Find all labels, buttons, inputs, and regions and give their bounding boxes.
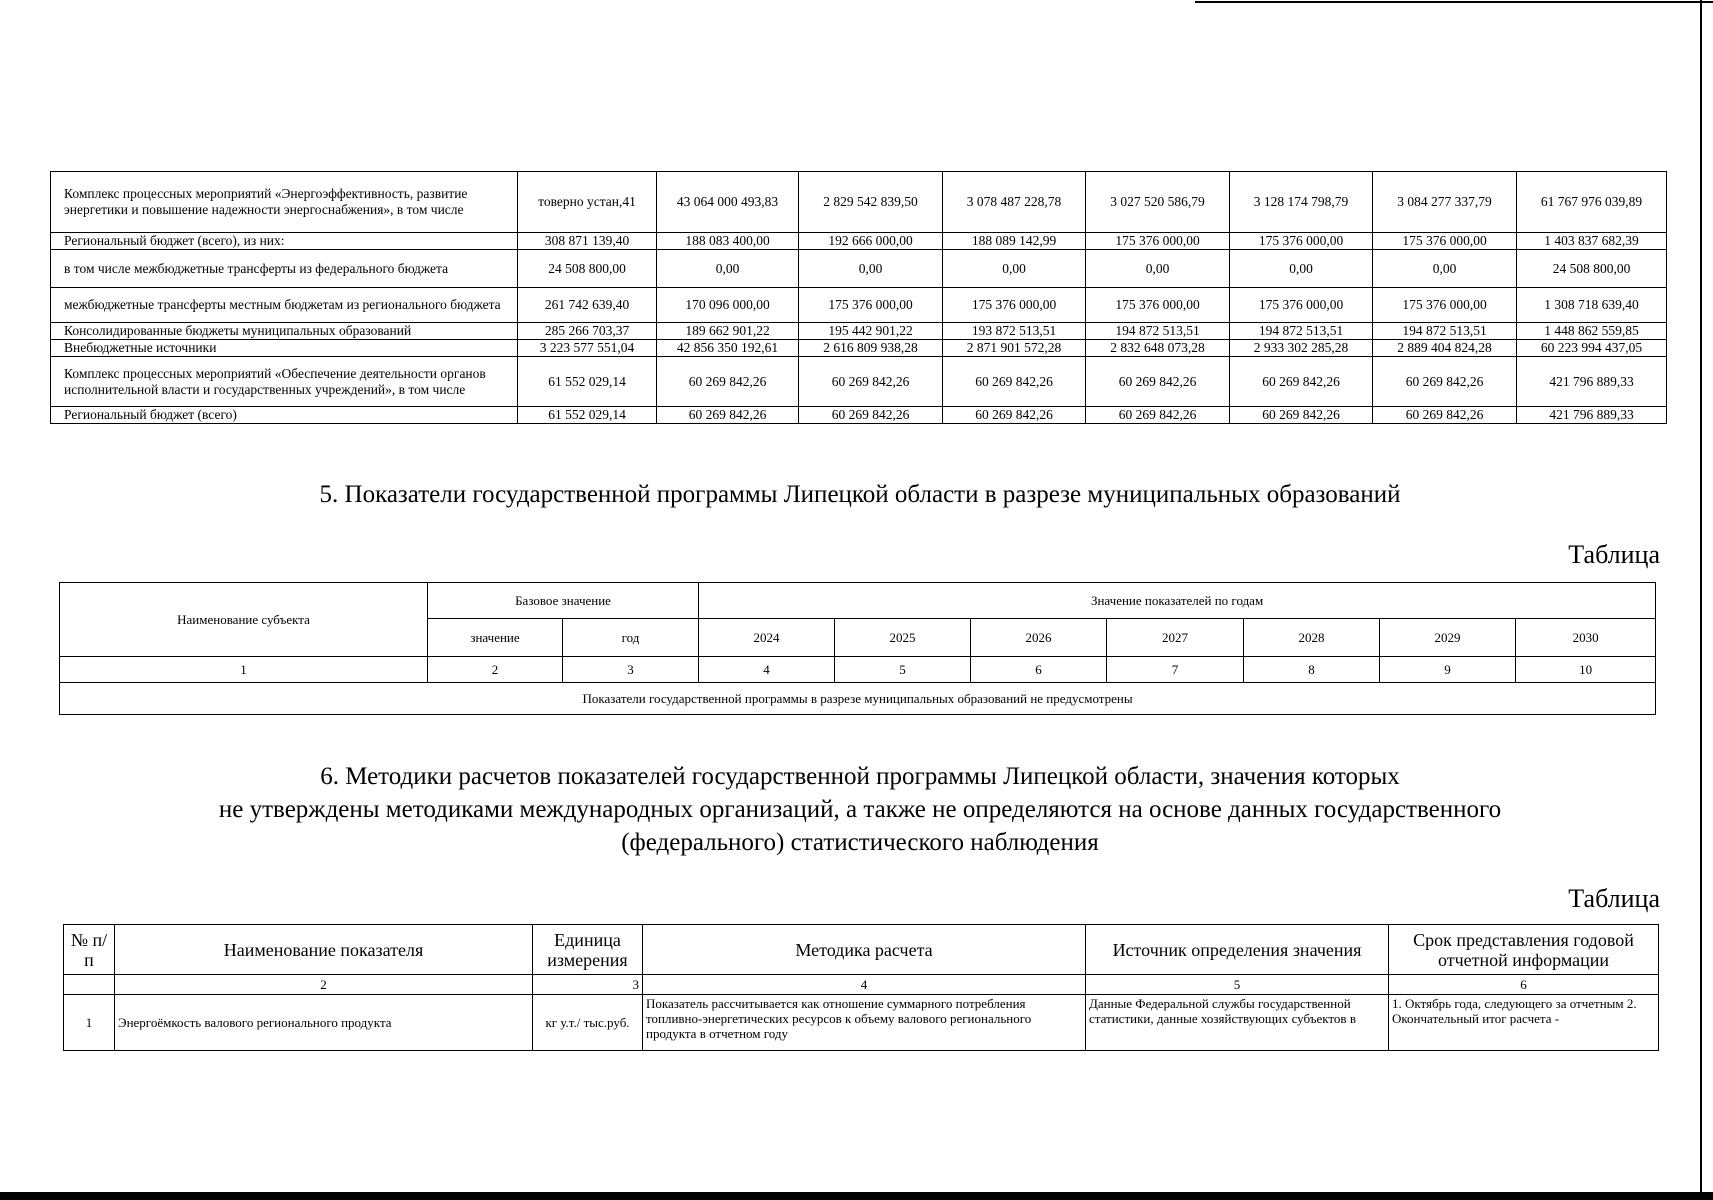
column-number: 5: [1086, 975, 1389, 995]
budget-value: 60 269 842,26: [1373, 357, 1517, 407]
number-header: № п/п: [64, 925, 115, 975]
budget-value: 60 269 842,26: [657, 407, 799, 424]
budget-value: 188 083 400,00: [657, 233, 799, 250]
section6-table-label: Таблица: [1568, 884, 1660, 913]
column-number: 2: [115, 975, 533, 995]
column-number: 3: [533, 975, 643, 995]
column-number: 4: [643, 975, 1086, 995]
budget-value: 60 269 842,26: [799, 357, 943, 407]
budget-value: 61 552 029,14: [518, 357, 657, 407]
scan-edge-right: [1700, 0, 1702, 1200]
budget-value: 175 376 000,00: [1230, 233, 1373, 250]
budget-value: 1 308 718 639,40: [1517, 288, 1667, 323]
column-number: 3: [563, 657, 699, 683]
column-number: 6: [971, 657, 1107, 683]
source-header: Источник определения значения: [1086, 925, 1389, 975]
budget-value: 2 616 809 938,28: [799, 340, 943, 357]
budget-value: 175 376 000,00: [1373, 288, 1517, 323]
budget-value: 3 078 487 228,78: [943, 172, 1086, 233]
subject-header: Наименование субъекта: [60, 583, 428, 657]
indicator-name: Энергоёмкость валового регионального продукта: [115, 995, 533, 1051]
section6-title-line3: (федерального) статистического наблюдения: [621, 829, 1099, 856]
column-number: 7: [1107, 657, 1244, 683]
budget-row-name: межбюджетные трансферты местным бюджетам из регионального бюджета: [51, 288, 518, 323]
budget-value: 2 832 648 073,28: [1086, 340, 1230, 357]
no-indicators-note: Показатели государственной программы в разрезе муниципальных образований не предусмотрены: [60, 683, 1656, 715]
budget-value: 60 269 842,26: [1373, 407, 1517, 424]
deadline-header: Срок представления годовой отчетной информации: [1389, 925, 1659, 975]
budget-value: 175 376 000,00: [799, 288, 943, 323]
budget-value: 193 872 513,51: [943, 323, 1086, 340]
budget-value: 194 872 513,51: [1230, 323, 1373, 340]
budget-value: 308 871 139,40: [518, 233, 657, 250]
budget-value: 1 403 837 682,39: [1517, 233, 1667, 250]
scan-edge-top: [1195, 1, 1713, 3]
budget-row-name: Комплекс процессных мероприятий «Энергоэффективность, развитие энергетики и повышение надежности энергоснабжения», в том числе: [51, 172, 518, 233]
budget-value: 0,00: [1373, 250, 1517, 288]
budget-value: 2 933 302 285,28: [1230, 340, 1373, 357]
budget-row-name: Региональный бюджет (всего), из них:: [51, 233, 518, 250]
budget-value: 421 796 889,33: [1517, 407, 1667, 424]
budget-value: 1 448 862 559,85: [1517, 323, 1667, 340]
budget-value: 60 269 842,26: [943, 407, 1086, 424]
budget-row: [51, 172, 1667, 233]
budget-value: 0,00: [1230, 250, 1373, 288]
budget-value: 61 767 976 039,89: [1517, 172, 1667, 233]
section6-title-line2: не утверждены методиками международных организаций, а также не определяются на основе данных государственного: [218, 796, 1502, 823]
budget-row: [51, 233, 1667, 250]
budget-value: 175 376 000,00: [1086, 288, 1230, 323]
budget-value: 192 666 000,00: [799, 233, 943, 250]
budget-value: 60 223 994 437,05: [1517, 340, 1667, 357]
budget-value: 43 064 000 493,83: [657, 172, 799, 233]
row-number: 1: [64, 995, 115, 1051]
budget-value: 194 872 513,51: [1086, 323, 1230, 340]
budget-value: 3 223 577 551,04: [518, 340, 657, 357]
municipal-indicators-table: [59, 582, 1656, 715]
section6-title-line1: 6. Методики расчетов показателей государственной программы Липецкой области, значения которых: [320, 763, 1400, 790]
budget-value: 175 376 000,00: [1373, 233, 1517, 250]
indicator-name-header: Наименование показателя: [115, 925, 533, 975]
section5-table-label: Таблица: [1568, 540, 1660, 569]
year-2026-header: 2026: [971, 619, 1107, 657]
budget-value: 0,00: [657, 250, 799, 288]
section6-title: [60, 760, 1660, 859]
budget-row: [51, 357, 1667, 407]
budget-value: 60 269 842,26: [1230, 357, 1373, 407]
indicator-deadline: 1. Октябрь года, следующего за отчетным 2. Окончательный итог расчета -: [1389, 995, 1659, 1051]
budget-value: 60 269 842,26: [1086, 407, 1230, 424]
budget-value: 3 128 174 798,79: [1230, 172, 1373, 233]
budget-value: 61 552 029,14: [518, 407, 657, 424]
budget-value: 24 508 800,00: [1517, 250, 1667, 288]
budget-row-name: Консолидированные бюджеты муниципальных образований: [51, 323, 518, 340]
column-number: 2: [428, 657, 563, 683]
column-number: 9: [1380, 657, 1516, 683]
budget-row-name: Комплекс процессных мероприятий «Обеспечение деятельности органов исполнительной власти и государственных учреждений», в том числе: [51, 357, 518, 407]
budget-value: 195 442 901,22: [799, 323, 943, 340]
budget-value: 421 796 889,33: [1517, 357, 1667, 407]
column-number: 10: [1516, 657, 1656, 683]
column-number: 5: [835, 657, 971, 683]
year-2028-header: 2028: [1244, 619, 1380, 657]
column-number: 4: [699, 657, 835, 683]
budget-value: 285 266 703,37: [518, 323, 657, 340]
section5-title: 5. Показатели государственной программы Липецкой области в разрезе муниципальных образований: [319, 481, 1401, 508]
budget-value: 189 662 901,22: [657, 323, 799, 340]
budget-value: 60 269 842,26: [1086, 357, 1230, 407]
method-header: Методика расчета: [643, 925, 1086, 975]
year-header: год: [563, 619, 699, 657]
column-number: 1: [60, 657, 428, 683]
budget-row: [51, 323, 1667, 340]
column-number: 8: [1244, 657, 1380, 683]
scan-edge-bottom: [0, 1192, 1713, 1200]
budget-table-body: [51, 172, 1667, 424]
budget-value: 0,00: [1086, 250, 1230, 288]
methodology-table: [63, 924, 1659, 1051]
budget-row: [51, 407, 1667, 424]
year-2030-header: 2030: [1516, 619, 1656, 657]
year-2029-header: 2029: [1380, 619, 1516, 657]
budget-value: товерно устан,41: [518, 172, 657, 233]
budget-value: 175 376 000,00: [1086, 233, 1230, 250]
budget-value: 0,00: [943, 250, 1086, 288]
budget-row-name: в том числе межбюджетные трансферты из федерального бюджета: [51, 250, 518, 288]
column-number-blank: [64, 975, 115, 995]
budget-value: 0,00: [799, 250, 943, 288]
budget-value: 2 871 901 572,28: [943, 340, 1086, 357]
year-2027-header: 2027: [1107, 619, 1244, 657]
budget-value: 60 269 842,26: [943, 357, 1086, 407]
budget-row-name: Региональный бюджет (всего): [51, 407, 518, 424]
budget-row: [51, 250, 1667, 288]
base-value-header: Базовое значение: [428, 583, 699, 619]
budget-value: 194 872 513,51: [1373, 323, 1517, 340]
indicator-unit: кг у.т./ тыс.руб.: [533, 995, 643, 1051]
budget-row: [51, 288, 1667, 323]
budget-value: 170 096 000,00: [657, 288, 799, 323]
budget-value: 42 856 350 192,61: [657, 340, 799, 357]
indicator-method: Показатель рассчитывается как отношение суммарного потребления топливно-энергетических ресурсов к объему валового регионального продукта в отчетном году: [643, 995, 1086, 1051]
budget-value: 2 829 542 839,50: [799, 172, 943, 233]
budget-value: 60 269 842,26: [799, 407, 943, 424]
year-2025-header: 2025: [835, 619, 971, 657]
unit-header: Единица измерения: [533, 925, 643, 975]
budget-value: 60 269 842,26: [657, 357, 799, 407]
budget-value: 2 889 404 824,28: [1373, 340, 1517, 357]
budget-row: [51, 340, 1667, 357]
budget-value: 60 269 842,26: [1230, 407, 1373, 424]
budget-value: 188 089 142,99: [943, 233, 1086, 250]
budget-row-name: Внебюджетные источники: [51, 340, 518, 357]
year-2024-header: 2024: [699, 619, 835, 657]
value-header: значение: [428, 619, 563, 657]
years-header: Значение показателей по годам: [699, 583, 1656, 619]
budget-value: 3 084 277 337,79: [1373, 172, 1517, 233]
column-number: 6: [1389, 975, 1659, 995]
budget-value: 24 508 800,00: [518, 250, 657, 288]
budget-value: 175 376 000,00: [1230, 288, 1373, 323]
budget-value: 175 376 000,00: [943, 288, 1086, 323]
budget-value: 3 027 520 586,79: [1086, 172, 1230, 233]
indicator-source: Данные Федеральной службы государственной статистики, данные хозяйствующих субъектов в: [1086, 995, 1389, 1051]
budget-value: 261 742 639,40: [518, 288, 657, 323]
budget-table: [50, 171, 1667, 424]
